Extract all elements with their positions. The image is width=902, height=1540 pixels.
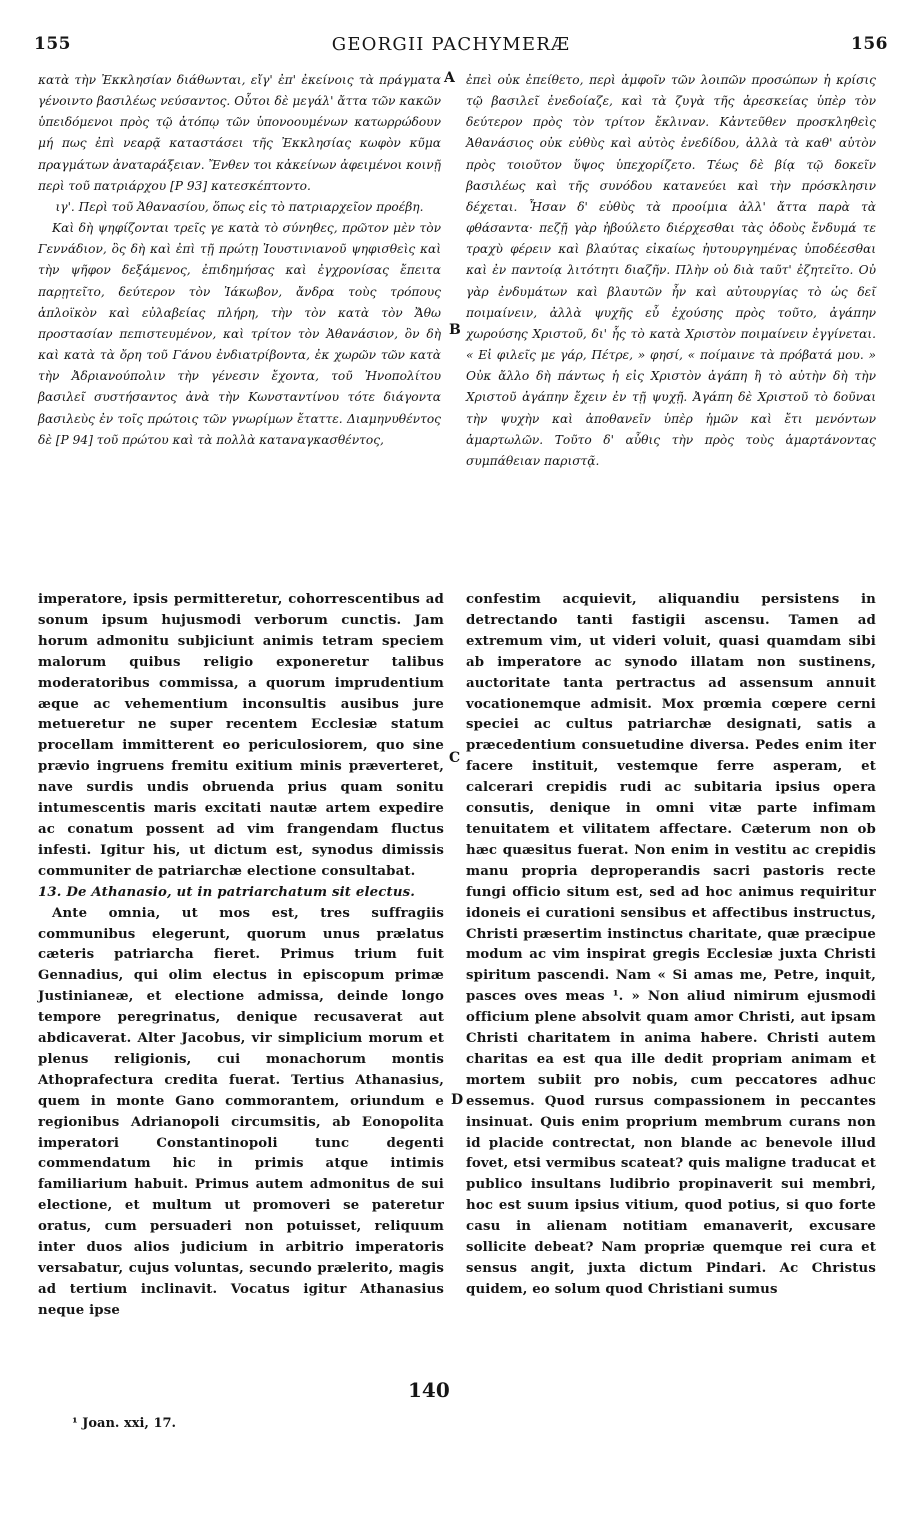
greek-left-paragraph-1: κατὰ τὴν Ἐκκλησίαν διάθωνται, εἴγ' ἐπ' ἐκείνοις τὰ πράγματα γένοιντο βασιλέως νεύσαντος. Οὗτοι δὲ μεγάλ' ἄττα τῶν κακῶν ὑπειδόμενοι πρὸς τῷ ἀτόπῳ τῶν ὑπονοουμένων κατωρρώδουν μή πως ἐπὶ νεαρᾷ καταστάσει τῆς Ἐκκλησίας κωφὸν κῦμα πραγμάτων ἀναταράξειαν. Ἔνθεν τοι κἀκείνων ἀφειμένοι κοινῇ περὶ τοῦ πατριάρχου [P 93] κατεσκέπτοντο. [38, 73, 441, 193]
footnote: ¹ Joan. xxi, 17. [72, 1416, 177, 1431]
margin-marker-c: C [449, 750, 461, 766]
column-number: 140 [408, 1378, 450, 1402]
latin-column-right [466, 590, 876, 1301]
margin-marker-b: B [449, 322, 461, 338]
latin-right-paragraph-1: confestim acquievit, aliquandiu persistens in detrectando tanti fastigii ascensu. Tamen ad extremum vim, ut videri voluit, quasi quamdam sibi ab imperatore ac synodo illatam non sustinens, auctoritate tanta pertractus ad assensum annuit vocationemque admisit. Mox prœmia cœpere cerni speciei ac cultus patriarchæ designati, satis a præcedentium consuetudine diversa. Pedes enim iter facere instituit, vestemque ferre asperam, et calcerari crepidis rudi ac subitaria ipsius opera consutis, denique in omni vitæ parte infimam tenuitatem et vilitatem affectare. Cæterum non ob hæc quæsitus fuerat. Non enim in vestitu ac crepidis manu propria deproperandis sacri pastoris recte fungi officio situm est, sed ad hoc animus requiritur idoneis ei curationi sensibus et affectibus instructus, Christi præsertim instinctus charitate, quæ præcipue modum ac vim inspirat gregis Ecclesiæ juxta Christi spiritum pascendi. Nam « Si amas me, Petre, inquit, pasces oves meas ¹. » Non aliud nimirum ejusmodi officium plene absolvit quam amor Christi, aut ipsam Christi charitatem in anima habere. Christi autem charitas ea est qua ille dedit propriam animam et mortem subiit pro nobis, cum peccatores adhuc essemus. Quod rursus compassionem in peccantes insinuat. Quis enim proprium membrum curans non id placide contrectat, non blande ac benevole illud fovet, etsi vermibus scateat? quis maligne traducat et publico insultans ludibrio propinaverit sui membri, hoc est suum ipsius vitium, quod potius, si quo forte casu in alienam notitiam emanaverit, excusare sollicite debeat? Nam propriæ quemque rei cura et sensus angit, juxta dictum Pindari. Ac Christus quidem, eo solum quod Christiani sumus [466, 592, 876, 1297]
greek-column-right [466, 70, 876, 472]
running-title: GEORGII PACHYMERÆ [331, 34, 571, 55]
page-number-left: 155 [34, 34, 71, 54]
page-number-right: 156 [851, 34, 888, 54]
greek-column-left [38, 70, 441, 451]
greek-left-paragraph-2: Καὶ δὴ ψηφίζονται τρεῖς γε κατὰ τὸ σύνηθες, πρῶτον μὲν τὸν Γεννάδιον, ὃς δὴ καὶ ἐπὶ τῇ πρώτῃ Ἰουστινιανοῦ ψηφισθεὶς καὶ τὴν ψῆφον δεξάμενος, ἐπιδημήσας καὶ ἐγχρονίσας ἔπειτα παρῃτεῖτο, δεύτερον τὸν Ἰάκωβον, ἄνδρα τοὺς τρόπους ἁπλοϊκὸν καὶ εὐλαβείας πλήρη, τὴν τὸν κατὰ τὸν Ἄθω προστασίαν πεπιστευμένον, καὶ τρίτον τὸν Ἀθανάσιον, ὃν δὴ καὶ κατὰ τὰ ὄρη τοῦ Γάνου ἐνδιατρίβοντα, ἐκ χωρῶν τῶν κατὰ τὴν Ἀδριανούπολιν τὴν γένεσιν ἔχοντα, τοῦ Ἠνοπολίτου βασιλεῖ συστήσαντος ἀνὰ τὴν Κωνσταντίνου τότε διάγοντα βασιλεὺς ἐν τοῖς πρώτοις τῶν γνωρίμων ἔταττε. Διαμηνυθέντος δὲ [P 94] τοῦ πρώτου καὶ τὰ πολλὰ καταναγκασθέντος, [38, 221, 441, 447]
margin-marker-a: A [444, 70, 455, 86]
latin-left-paragraph-2: Ante omnia, ut mos est, tres suffragiis communibus elegerunt, quorum unus prælatus cæteris patriarcha fieret. Primus trium fuit Gennadius, qui olim electus in episcopum primæ Justinianeæ, et electione admissa, deinde longo tempore peregrinatus, denique recusaverat aut abdicaverat. Alter Jacobus, vir simplicium morum et plenus religionis, cui monachorum montis Athoprafectura credita fuerat. Tertius Athanasius, quem in monte Gano commorantem, oriundum e regionibus Adrianopoli circumsitis, ab Eonopolita imperatori Constantinopoli tunc degenti commendatum hic in primis atque intimis familiarium habuit. Primus autem admonitus de sui electione, et multum ut promoveri se pateretur oratus, cum persuaderi non potuisset, reliquum inter duos alios judicium in arbitrio imperatoris versabatur, cujus voluntas, secundo prælerito, magis ad tertium inclinavit. Vocatus igitur Athanasius neque ipse [38, 905, 444, 1318]
latin-left-paragraph-1: imperatore, ipsis permitteretur, cohorrescentibus ad sonum ipsum hujusmodi verborum cunctis. Jam horum admonitu subjiciunt animis tetram speciem malorum quibus religio exponeretur talibus moderatoribus commissa, a quorum imprudentium æque ac vehementium inconsultis ausibus jure metueretur ne super recentem Ecclesiæ statum procellam immitterent eo periculosiorem, quo sine prævio ingruens fremitu exitium minis præverteret, nave surdis undis obruenda prius quam sonitu intumescentis maris excitati nautæ artem expedire ac conatum possent ad vim frangendam fluctus infesti. Igitur his, ut dictum est, synodus dimissis communiter de patriarchæ electione consultabat. [38, 592, 444, 879]
greek-chapter-title: ιγ'. Περὶ τοῦ Ἀθανασίου, ὅπως εἰς τὸ πατριαρχεῖον προέβη. [55, 199, 424, 214]
latin-column-left [38, 590, 444, 1322]
margin-marker-d: D [451, 1092, 464, 1108]
greek-right-paragraph-1: ἐπεὶ οὐκ ἐπείθετο, περὶ ἀμφοῖν τῶν λοιπῶν προσώπων ἡ κρίσις τῷ βασιλεῖ ἐνεδοίαζε, καὶ τὰ ζυγὰ τῆς ἀρεσκείας ὑπὲρ τὸν δεύτερον πρὸς τὸν τρίτον ἔκλιναν. Κἀντεῦθεν προσκληθεὶς Ἀθανάσιος οὐκ εὐθὺς καὶ αὐτὸς ἐνεδίδου, ἀλλὰ τὰ καθ' αὑτὸν πρὸς τοιοῦτον ὕψος ὑπεχορίζετο. Τέως δὲ βίᾳ τῷ δοκεῖν βασιλέως καὶ τῆς συνόδου κατανεύει καὶ τὴν πρόσκλησιν δέχεται. Ἦσαν δ' εὐθὺς τὰ προοίμια ἀλλ' ἄττα παρὰ τὰ φθάσαντα· πεζῇ γὰρ ἠβούλετο διέρχεσθαι τὰς ὁδοὺς ἔνδυμά τε τραχὺ φέρειν καὶ βλαύτας εἰκαίως ἠυτουργημένας ὑποδέεσθαι καὶ ἐν παντοίᾳ λιτότητι διαζῆν. Πλὴν οὐ διὰ ταῦτ' ἐζητεῖτο. Οὐ γὰρ ἐνδυμάτων καὶ βλαυτῶν ἦν καὶ αὐτουργίας τὸ ὡς δεῖ ποιμαίνειν, ἀλλὰ ψυχῆς εὖ ἐχούσης πρὸς τοῦτο, ἀγάπην χωρούσης Χριστοῦ, δι' ἧς τὸ κατὰ Χριστὸν ποιμαίνειν ἐγγίνεται. « Εἰ φιλεῖς με γάρ, Πέτρε, » φησί, « ποίμαινε τὰ πρόβατά μου. » Οὐκ ἄλλο δὴ πάντως ἡ εἰς Χριστὸν ἀγάπη ἢ τὸ αὐτὴν δὴ τὴν Χριστοῦ ἀγάπην ἔχειν ἐν τῇ ψυχῇ. Ἀγάπη δὲ Χριστοῦ τὸ δοῦναι τὴν ψυχὴν καὶ ἀποθανεῖν ὑπὲρ ἡμῶν καὶ ἔτι μενόντων ἁμαρτωλῶν. Τοῦτο δ' αὖθις τὴν πρὸς τοὺς ἁμαρτάνοντας συμπάθειαν παριστᾷ. [466, 73, 876, 468]
page-header [0, 0, 902, 58]
latin-chapter-title: 13. De Athanasio, ut in patriarchatum sit electus. [38, 884, 416, 900]
